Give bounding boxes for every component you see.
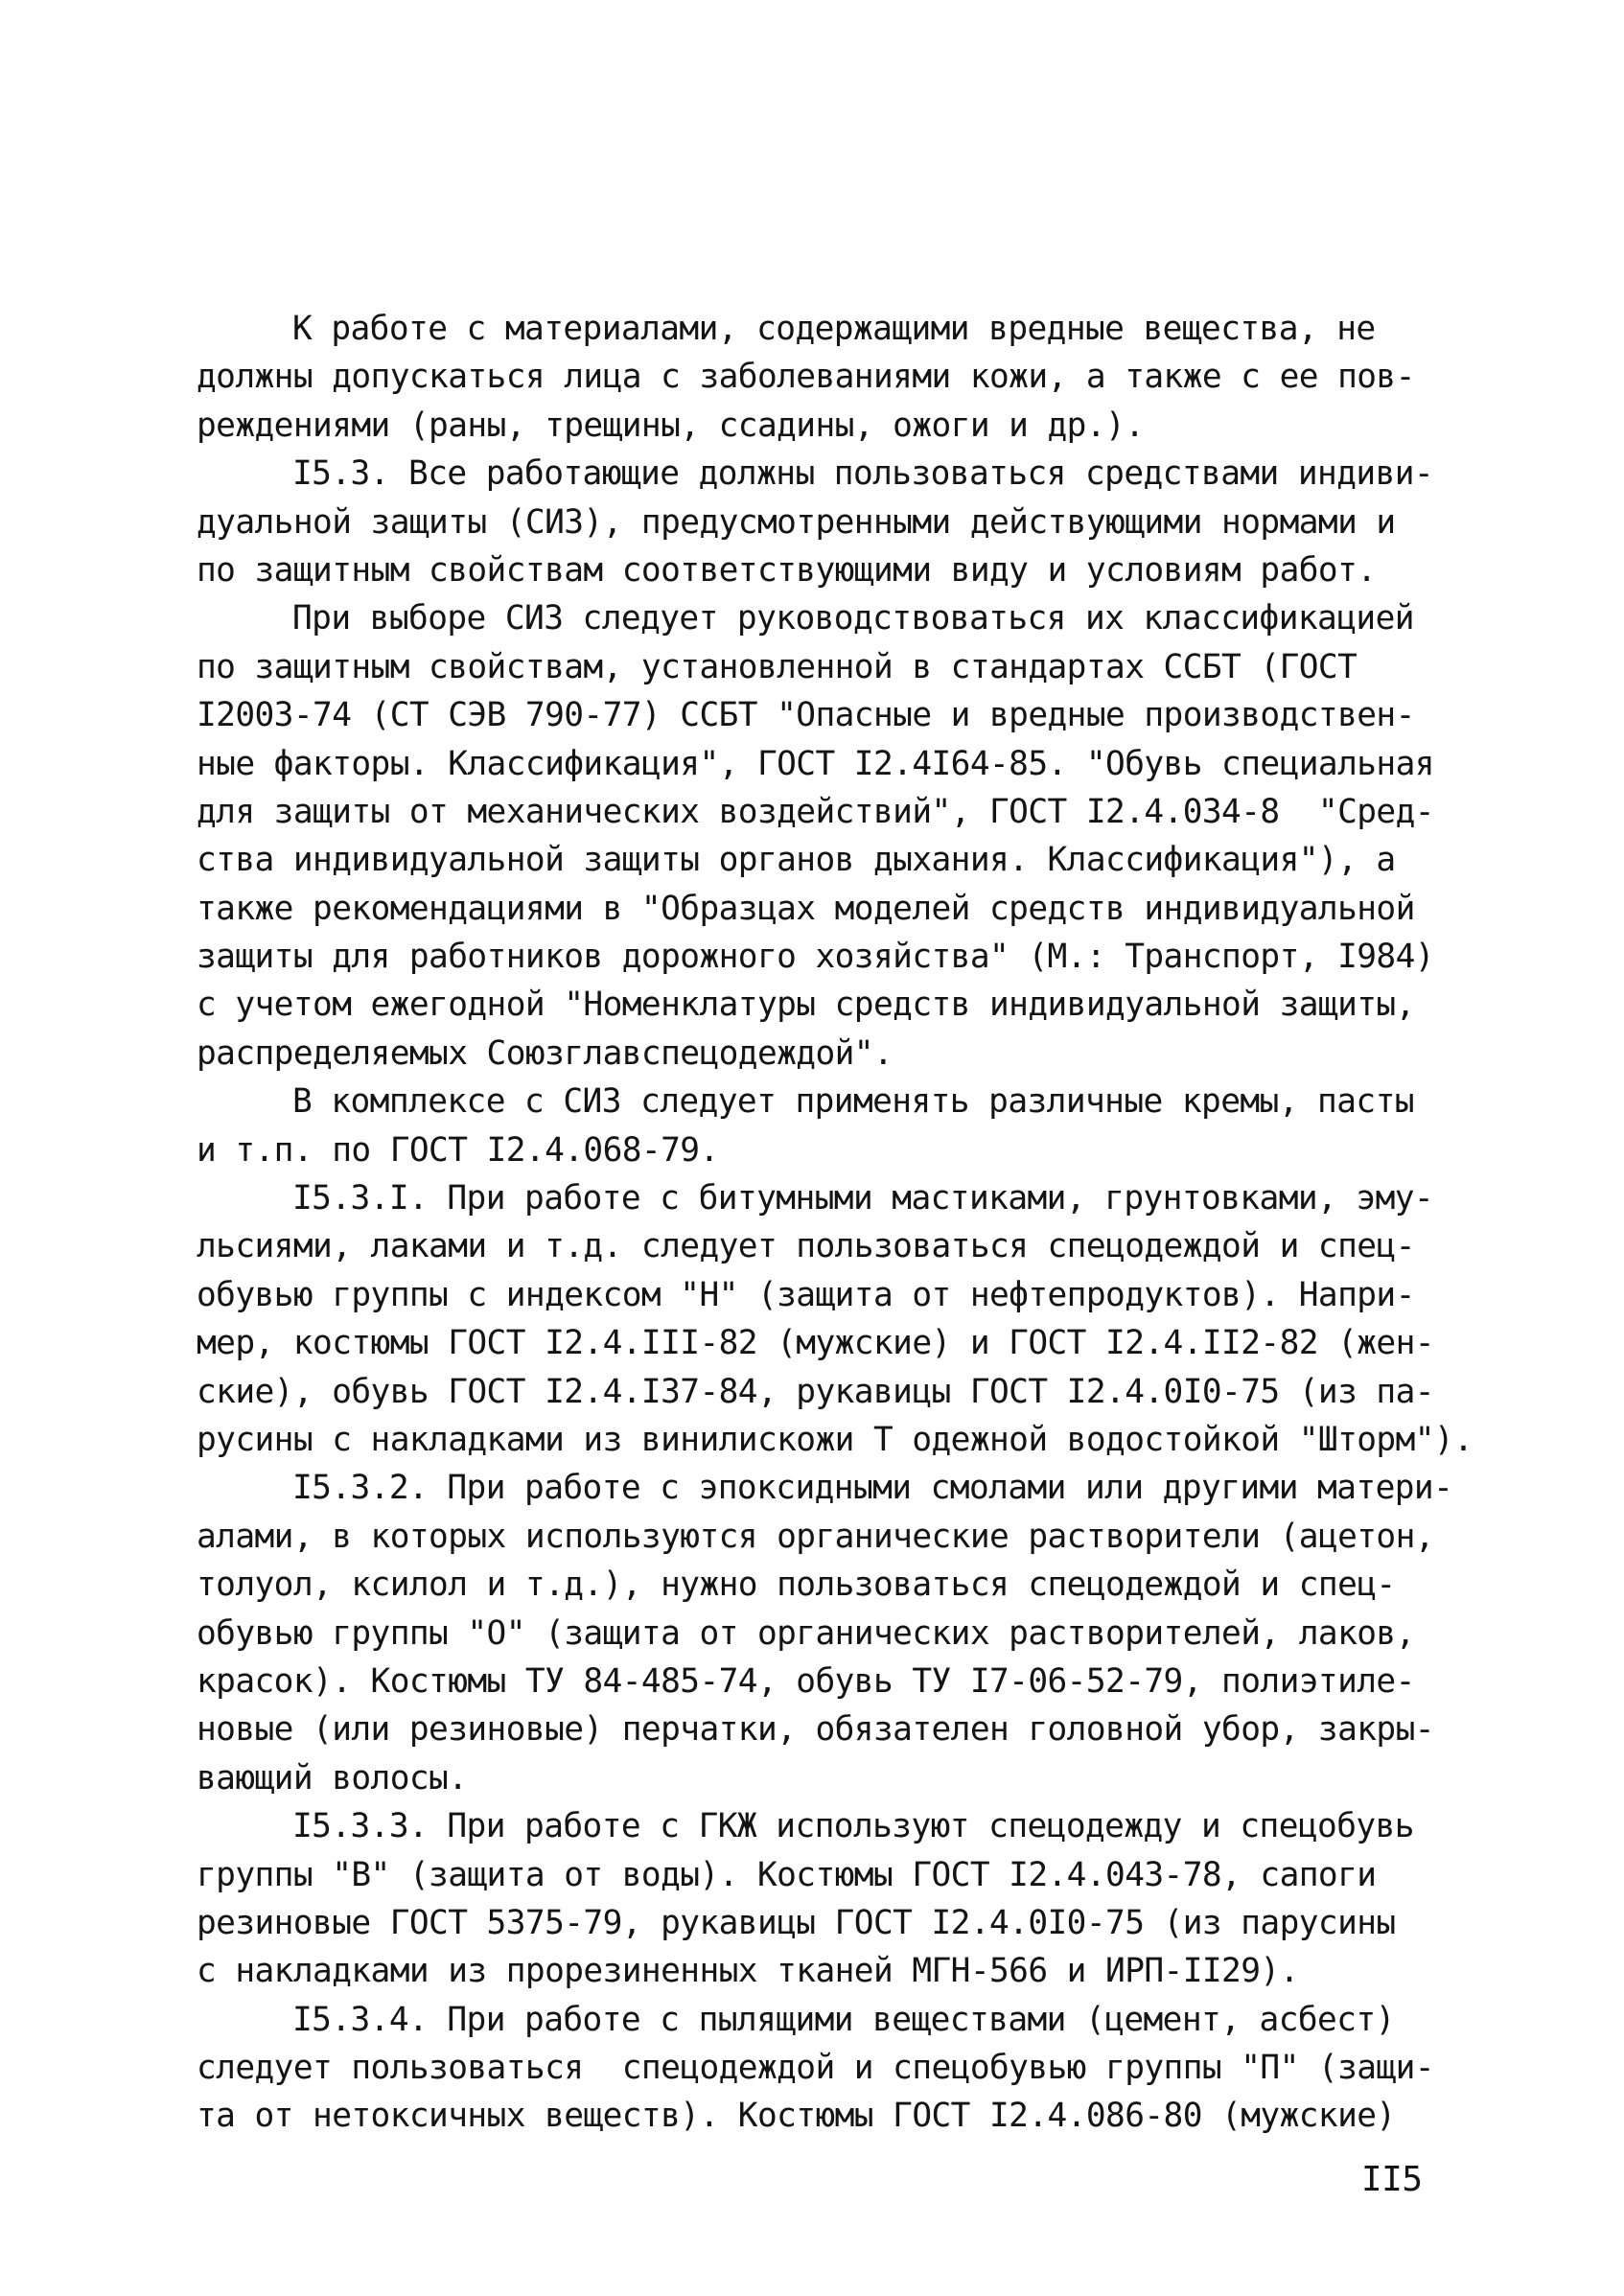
text-line: и т.п. по ГОСТ I2.4.068-79. — [197, 1130, 719, 1170]
body-text — [197, 305, 1481, 2141]
text-line: следует пользоваться спецодеждой и спецобувью группы "П" (защи- — [197, 2049, 1434, 2088]
text-line: обувью группы с индексом "Н" (защита от нефтепродуктов). Напри- — [197, 1275, 1415, 1314]
text-line: защиты для работников дорожного хозяйства" (М.: Транспорт, I984) — [197, 938, 1434, 977]
text-line: ные факторы. Классификация", ГОСТ I2.4I64-85. "Обувь специальная — [197, 744, 1434, 783]
text-line: резиновые ГОСТ 5375-79, рукавицы ГОСТ I2.4.0I0-75 (из парусины — [197, 1903, 1396, 1942]
text-line: реждениями (раны, трещины, ссадины, ожоги и др.). — [197, 406, 1145, 445]
text-line: толуол, ксилол и т.д.), нужно пользоваться спецодеждой и спец- — [197, 1565, 1396, 1605]
text-line: мер, костюмы ГОСТ I2.4.III-82 (мужские) и ГОСТ I2.4.II2-82 (жен- — [197, 1324, 1434, 1363]
text-line: ские), обувь ГОСТ I2.4.I37-84, рукавицы ГОСТ I2.4.0I0-75 (из па- — [197, 1372, 1434, 1411]
text-line: с накладками из прорезиненных тканей МГН-566 и ИРП-II29). — [197, 1952, 1299, 1991]
text-line: алами, в которых используются органические растворители (ацетон, — [197, 1517, 1434, 1556]
text-line: обувью группы "О" (защита от органических растворителей, лаков, — [197, 1613, 1415, 1653]
text-line: русины с накладками из винилискожи Т одежной водостойкой "Шторм"). — [197, 1420, 1473, 1459]
text-line: I5.3. Все работающие должны пользоваться средствами индиви- — [292, 454, 1434, 494]
text-line: I5.3.2. При работе с эпоксидными смолами или другими матери- — [292, 1469, 1453, 1508]
text-line: льсиями, лаками и т.д. следует пользоваться спецодеждой и спец- — [197, 1227, 1415, 1266]
text-line: должны допускаться лица с заболеваниями кожи, а также с ее пов- — [197, 358, 1415, 397]
text-line: красок). Костюмы ТУ 84-485-74, обувь ТУ I7-06-52-79, полиэтиле- — [197, 1661, 1415, 1701]
text-line: группы "В" (защита от воды). Костюмы ГОСТ I2.4.043-78, сапоги — [197, 1855, 1377, 1894]
text-line: по защитным свойствам соответствующими виду и условиям работ. — [197, 550, 1377, 590]
text-line: вающий волосы. — [197, 1758, 468, 1797]
text-line: К работе с материалами, содержащими вредные вещества, не — [292, 310, 1376, 348]
text-line: I2003-74 (СТ СЭВ 790-77) ССБТ "Опасные и вредные производствен- — [197, 696, 1415, 735]
text-line: В комплексе с СИЗ следует применять различные кремы, пасты — [292, 1082, 1414, 1122]
text-line: I5.3.I. При работе с битумными мастиками, грунтовками, эму- — [292, 1179, 1434, 1218]
text-line: I5.3.3. При работе с ГКЖ используют спецодежду и спецобувь — [292, 1807, 1414, 1846]
text-line: с учетом ежегодной "Номенклатуры средств индивидуальной защиты, — [197, 986, 1415, 1025]
text-line: также рекомендациями в "Образцах моделей средств индивидуальной — [197, 889, 1415, 928]
text-line: та от нетоксичных веществ). Костюмы ГОСТ I2.4.086-80 (мужские) — [197, 2097, 1396, 2136]
text-line: новые (или резиновые) перчатки, обязателен головной убор, закры- — [197, 1710, 1434, 1750]
text-line: ства индивидуальной защиты органов дыхания. Классификация"), а — [197, 841, 1396, 880]
text-line: При выборе СИЗ следует руководствоваться их классификацией — [292, 599, 1414, 638]
text-line: дуальной защиты (СИЗ), предусмотренными действующими нормами и — [197, 502, 1396, 542]
page-number: II5 — [1361, 2160, 1423, 2199]
text-line: по защитным свойствам, установленной в стандартах ССБТ (ГОСТ — [197, 647, 1357, 686]
text-line: распределяемых Союзглавспецодеждой". — [197, 1033, 893, 1073]
text-line: для защиты от механических воздействий", ГОСТ I2.4.034-8 "Сред- — [197, 792, 1434, 831]
text-line: I5.3.4. При работе с пылящими веществами (цемент, асбест) — [292, 2000, 1395, 2039]
